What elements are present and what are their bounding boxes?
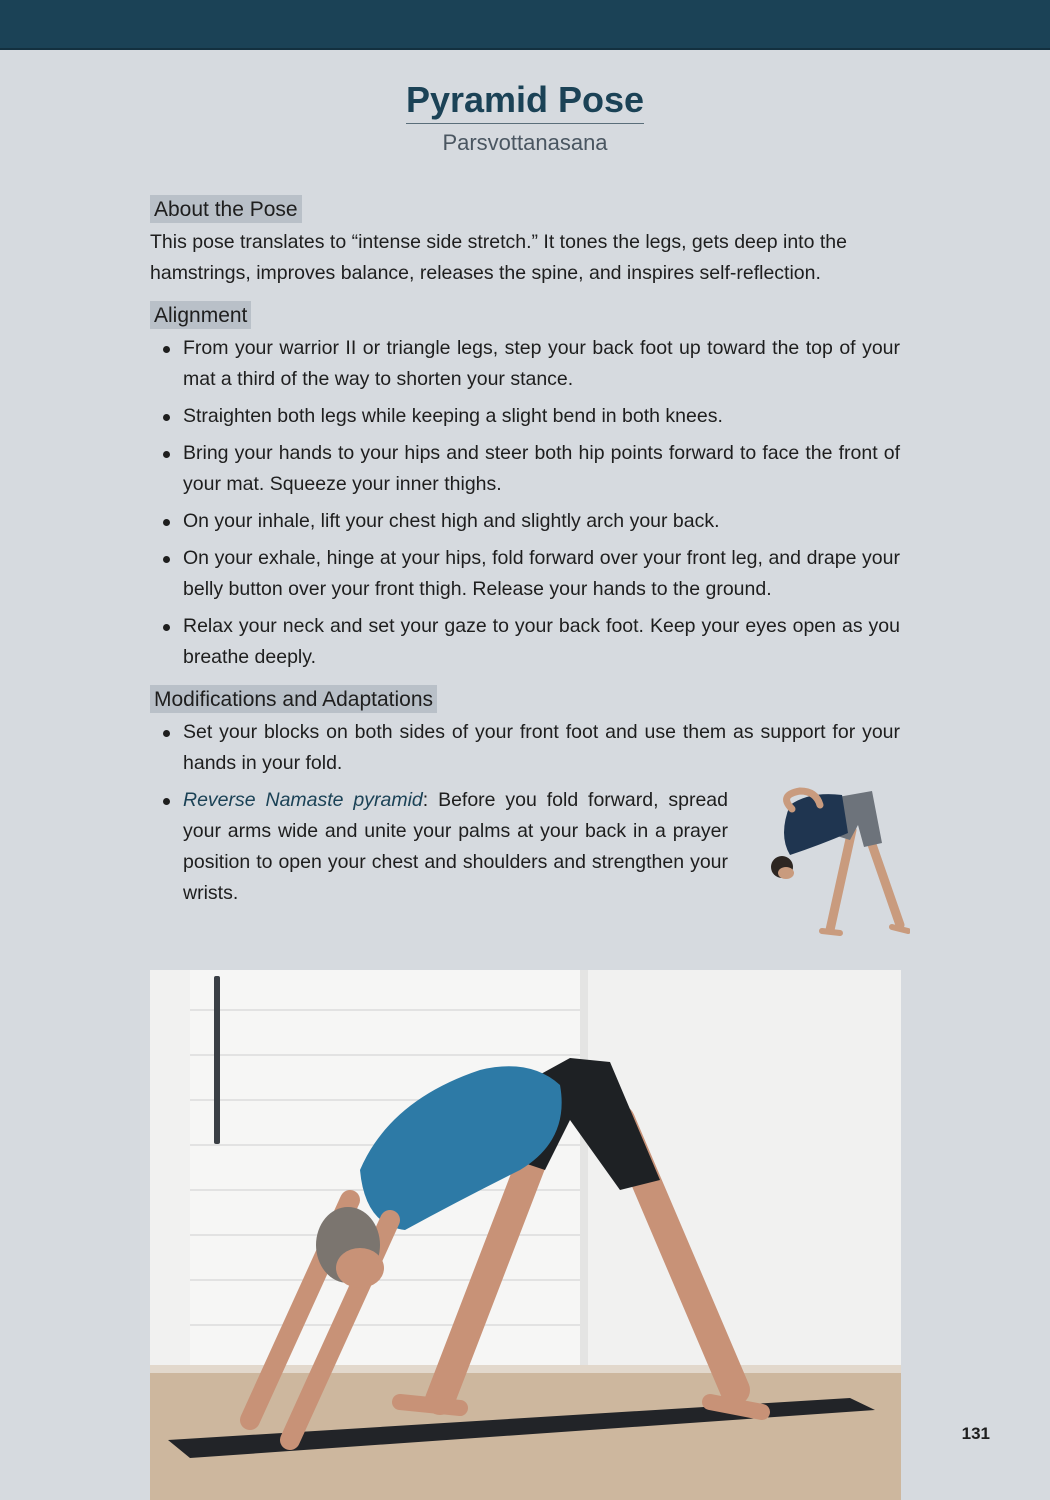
reverse-namaste-text: : Before you fold forward, spread your arms wide and unite your palms at your back in a prayer position to open your chest and shoulders and strengthen your wrists.: [183, 789, 728, 904]
reverse-namaste-illustration: [760, 785, 910, 940]
title-block: [0, 78, 1050, 156]
pyramid-pose-photo: [150, 970, 901, 1500]
list-item: Straighten both legs while keeping a slight bend in both knees.: [150, 401, 900, 432]
list-item: Relax your neck and set your gaze to your back foot. Keep your eyes open as you breathe deeply.: [150, 611, 900, 673]
alignment-heading: Alignment: [150, 301, 251, 329]
alignment-section: [150, 301, 900, 673]
about-text: This pose translates to “intense side stretch.” It tones the legs, gets deep into the hamstrings, improves balance, releases the spine, and inspires self-reflection.: [150, 231, 847, 284]
list-item: From your warrior II or triangle legs, step your back foot up toward the top of your mat a third of the way to shorten your stance.: [150, 333, 900, 395]
top-header-bar: [0, 0, 1050, 50]
modifications-heading: Modifications and Adaptations: [150, 685, 437, 713]
alignment-list: [150, 333, 900, 673]
page-title: Pyramid Pose: [406, 78, 644, 124]
list-item: Set your blocks on both sides of your front foot and use them as support for your hands in your fold.: [150, 717, 900, 779]
list-item: [150, 785, 728, 909]
list-item: On your inhale, lift your chest high and slightly arch your back.: [150, 506, 900, 537]
page-subtitle: Parsvottanasana: [442, 130, 608, 155]
about-heading: About the Pose: [150, 195, 302, 223]
reverse-namaste-link: Reverse Namaste pyramid: [183, 789, 423, 811]
list-item: On your exhale, hinge at your hips, fold forward over your front leg, and drape your belly button over your front thigh. Release your hands to the ground.: [150, 543, 900, 605]
door-handle: [214, 976, 220, 1144]
page-number: 131: [961, 1424, 990, 1443]
list-item: Bring your hands to your hips and steer both hip points forward to face the front of your mat. Squeeze your inner thighs.: [150, 438, 900, 500]
about-section: [150, 195, 900, 289]
